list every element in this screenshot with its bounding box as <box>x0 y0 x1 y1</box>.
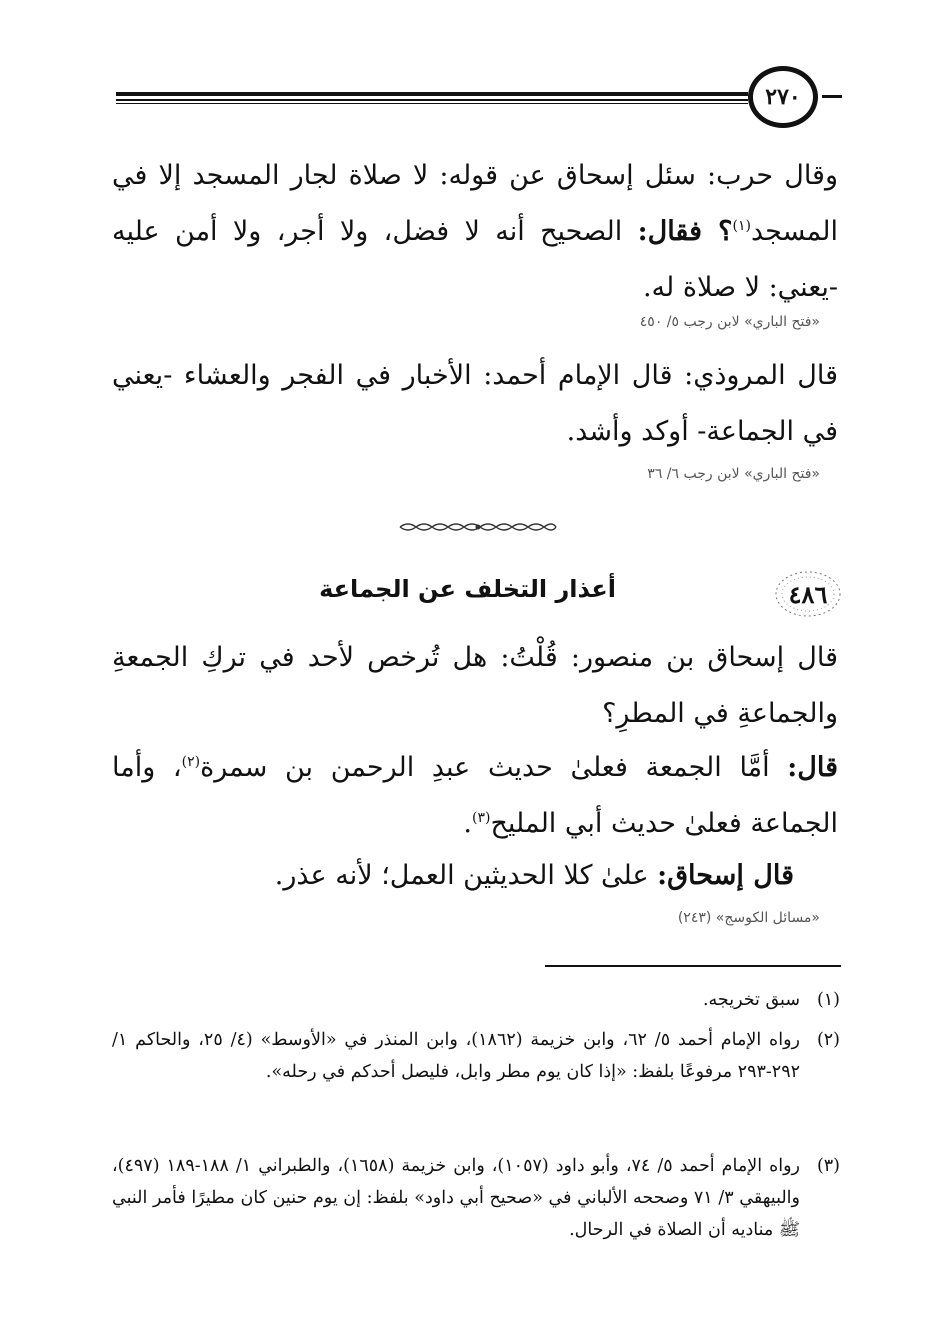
source-citation: «مسائل الكوسج» (٢٤٣) <box>677 910 820 926</box>
footnote <box>112 1024 840 1088</box>
ornament-divider <box>398 520 558 534</box>
paragraph <box>112 148 838 316</box>
footnote-text: رواه الإمام أحمد ٥/ ٦٢، وابن خزيمة (١٨٦٢)، وابن المنذر في «الأوسط» (٤/ ٢٥، والحاكم ١/ ٢٩٢-٢٩٣ مرفوعًا بلفظ: «إذا كان يوم مطر وابل، فليصل أحدكم في رحله». <box>112 1030 800 1082</box>
header-rule <box>116 99 748 101</box>
header-rule <box>116 103 748 104</box>
header-rule <box>116 92 748 96</box>
footnote-marker: (٢) <box>816 1030 840 1050</box>
footnote-text: سبق تخريجه. <box>702 990 800 1010</box>
source-citation: «فتح الباري» لابن رجب ٦/ ٣٦ <box>647 466 820 482</box>
section-number: ٤٨٦ <box>788 579 828 609</box>
bold-label: قال إسحاق: <box>657 860 794 891</box>
footnote-marker: (١) <box>816 990 840 1010</box>
paragraph-text: وقال حرب: سئل إسحاق عن قوله: لا صلاة لجار المسجد إلا في المسجد <box>112 160 838 247</box>
bold-label: ؟ فقال: <box>637 216 733 247</box>
paragraph-text: ، وأما الجماعة فعلىٰ حديث أبي المليح <box>112 752 838 839</box>
bold-label: قال: <box>787 752 839 783</box>
paragraph-text: علىٰ كلا الحديثين العمل؛ لأنه عذر. <box>274 860 658 891</box>
footnote-text: رواه الإمام أحمد ٥/ ٧٤، وأبو داود (١٠٥٧)، وابن خزيمة (١٦٥٨)، والطبراني ١/ ١٨٨-١٨٩ (٤٩٧)، والبيهقي ٣/ ٧١ وصححه الألباني في «صحيح أبي داود» بلفظ: إن يوم حنين كان مطيرًا فأمر النبي ﷺ مناديه أن الصلاة في الرحال. <box>112 1156 800 1240</box>
footnote-separator <box>545 965 841 967</box>
footnote-ref[interactable]: (١) <box>732 218 751 234</box>
paragraph: قال إسحاق بن منصور: قُلْتُ: هل تُرخص لأحد في تركِ الجمعةِ والجماعةِ في المطرِ؟ <box>112 642 838 729</box>
source-citation: «فتح الباري» لابن رجب ٥/ ٤٥٠ <box>639 314 820 330</box>
footnote-ref[interactable]: (٢) <box>181 754 201 770</box>
header-rule-tail <box>822 95 842 98</box>
paragraph <box>112 848 838 904</box>
footnote <box>112 984 840 1016</box>
paragraph <box>112 740 838 852</box>
footnote <box>112 1150 840 1246</box>
footnote-ref[interactable]: (٣) <box>471 810 491 826</box>
paragraph: قال المروذي: قال الإمام أحمد: الأخبار في الفجر والعشاء -يعني في الجماعة- أوكد وأشد. <box>112 360 838 447</box>
page-number: ٢٧٠ <box>748 66 818 128</box>
paragraph-text: الصحيح أنه لا فضل، ولا أجر، ولا أمن عليه -يعني: لا صلاة له. <box>112 216 838 303</box>
section-number-badge <box>772 568 844 620</box>
paragraph-text: أمَّا الجمعة فعلىٰ حديث عبدِ الرحمن بن سمرة <box>200 752 788 783</box>
section-title: أعذار التخلف عن الجماعة <box>319 575 616 603</box>
footnote-marker: (٣) <box>816 1156 840 1176</box>
paragraph-text: . <box>463 808 472 839</box>
